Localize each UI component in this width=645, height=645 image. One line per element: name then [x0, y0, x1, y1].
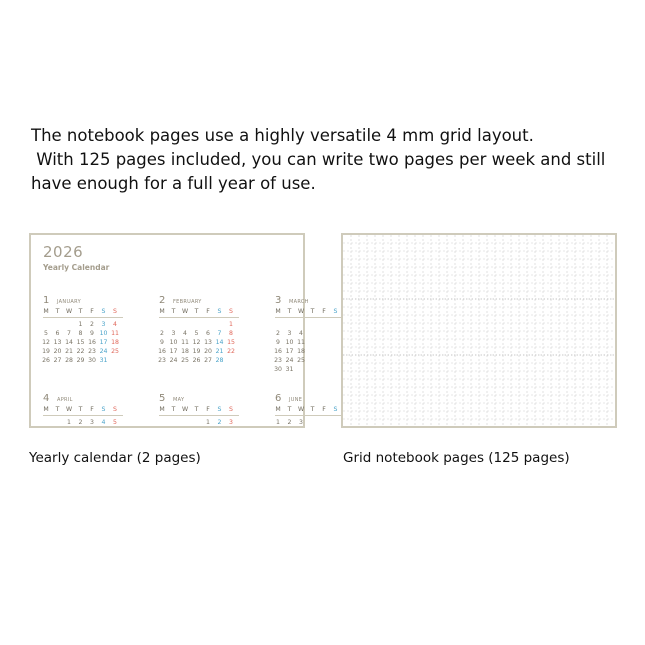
- calendar-day: 14: [65, 339, 73, 346]
- calendar-month: [43, 393, 153, 427]
- week-row: [159, 320, 269, 329]
- calendar-day: 13: [53, 339, 62, 346]
- calendar-day: 4: [101, 419, 106, 426]
- calendar-month: [43, 295, 153, 365]
- calendar-day: 27: [204, 357, 212, 364]
- calendar-day: 26: [42, 357, 50, 364]
- weekday-label: S: [333, 406, 338, 413]
- calendar-subtitle: Yearly Calendar: [43, 263, 110, 272]
- calendar-day: 21: [65, 348, 73, 355]
- month-name: FEBRUARY: [173, 299, 202, 305]
- calendar-day: 11: [111, 330, 119, 337]
- calendar-day: 4: [299, 330, 303, 337]
- weekday-label: T: [194, 308, 199, 315]
- weekday-label: T: [287, 406, 292, 413]
- week-row: [43, 356, 153, 365]
- month-header: [159, 295, 269, 307]
- calendar-day: 28: [215, 357, 224, 364]
- calendar-day: 15: [76, 339, 85, 346]
- grid-caption: Grid notebook pages (125 pages): [343, 450, 570, 466]
- weekday-label: W: [181, 406, 189, 413]
- weekday-label: T: [55, 406, 60, 413]
- calendar-day: 2: [78, 419, 83, 426]
- calendar-day: 5: [194, 330, 199, 337]
- calendar-day: 5: [44, 330, 48, 337]
- grid-pattern: [343, 235, 615, 426]
- calendar-day: 12: [192, 339, 201, 346]
- calendar-day: 24: [169, 357, 178, 364]
- calendar-day: 30: [274, 366, 282, 373]
- weekday-label: T: [194, 406, 199, 413]
- weekday-label: W: [297, 406, 305, 413]
- calendar-day: 2: [287, 419, 292, 426]
- week-row: [43, 418, 153, 427]
- month-number: 4: [43, 393, 50, 404]
- weekday-label: M: [275, 308, 281, 315]
- calendar-day: 11: [181, 339, 189, 346]
- weekday-label: S: [101, 308, 106, 315]
- weekday-label: M: [43, 406, 49, 413]
- intro-line-3: have enough for a full year of use.: [31, 174, 316, 193]
- calendar-day: 31: [99, 357, 108, 364]
- calendar-day: 3: [299, 419, 303, 426]
- calendar-year: 2026: [43, 243, 84, 261]
- calendar-day: 6: [206, 330, 210, 337]
- week-row: [159, 329, 269, 338]
- calendar-day: 17: [285, 348, 294, 355]
- weekday-label: T: [78, 406, 83, 413]
- weekday-label: T: [171, 308, 176, 315]
- weekday-label: S: [229, 406, 233, 413]
- calendar-day: 21: [215, 348, 224, 355]
- calendar-day: 18: [181, 348, 189, 355]
- month-number: 3: [275, 295, 282, 306]
- month-name: JANUARY: [57, 299, 81, 305]
- weekday-label: W: [65, 406, 73, 413]
- month-name: JUNE: [289, 397, 303, 403]
- calendar-day: 17: [169, 348, 178, 355]
- intro-text: [31, 124, 631, 196]
- calendar-day: 25: [111, 348, 119, 355]
- weekday-label: F: [322, 406, 326, 413]
- calendar-day: 16: [274, 348, 282, 355]
- calendar-day: 2: [90, 321, 94, 328]
- weekday-label: T: [287, 308, 292, 315]
- weekday-row: [159, 307, 269, 316]
- calendar-day: 2: [276, 330, 280, 337]
- calendar-day: 2: [217, 419, 222, 426]
- weekday-label: S: [217, 308, 222, 315]
- calendar-day: 7: [217, 330, 222, 337]
- calendar-day: 23: [274, 357, 282, 364]
- calendar-day: 1: [206, 419, 210, 426]
- week-row: [43, 329, 153, 338]
- week-row: [159, 356, 269, 365]
- calendar-day: 27: [53, 357, 62, 364]
- calendar-day: 1: [229, 321, 233, 328]
- calendar-day: 5: [113, 419, 117, 426]
- calendar-day: 9: [160, 339, 164, 346]
- weekday-label: T: [55, 308, 60, 315]
- weekday-label: S: [229, 308, 233, 315]
- calendar-day: 8: [229, 330, 233, 337]
- month-name: MARCH: [289, 299, 309, 305]
- calendar-month: [159, 393, 269, 427]
- calendar-day: 7: [67, 330, 71, 337]
- calendar-day: 30: [88, 357, 96, 364]
- weekday-label: M: [275, 406, 281, 413]
- week-row: [43, 347, 153, 356]
- calendar-day: 24: [99, 348, 108, 355]
- calendar-day: 3: [101, 321, 106, 328]
- month-number: 2: [159, 295, 166, 306]
- week-row: [43, 320, 153, 329]
- calendar-day: 29: [76, 357, 85, 364]
- weekday-label: F: [90, 406, 94, 413]
- calendar-day: 19: [42, 348, 50, 355]
- month-header: [43, 393, 153, 405]
- yearly-calendar-image: [29, 233, 338, 428]
- calendar-day: 1: [276, 419, 280, 426]
- month-header: [43, 295, 153, 307]
- weekday-row: [43, 405, 153, 414]
- weekday-divider: [159, 415, 239, 416]
- intro-line-1: The notebook pages use a highly versatile 4 mm grid layout.: [31, 126, 534, 145]
- calendar-day: 4: [113, 321, 117, 328]
- month-number: 1: [43, 295, 50, 306]
- weekday-divider: [43, 415, 123, 416]
- weekday-label: T: [310, 308, 315, 315]
- calendar-day: 1: [78, 321, 83, 328]
- weekday-label: W: [297, 308, 305, 315]
- month-name: APRIL: [57, 397, 73, 403]
- calendar-day: 19: [192, 348, 201, 355]
- calendar-day: 1: [67, 419, 71, 426]
- calendar-day: 16: [158, 348, 166, 355]
- calendar-day: 3: [287, 330, 292, 337]
- calendar-caption: Yearly calendar (2 pages): [29, 450, 201, 466]
- month-number: 6: [275, 393, 282, 404]
- weekday-label: W: [65, 308, 73, 315]
- grid-notebook-image: [341, 233, 617, 428]
- intro-line-2: With 125 pages included, you can write two pages per week and still: [31, 150, 606, 169]
- weekday-label: M: [159, 406, 165, 413]
- calendar-day: 20: [204, 348, 212, 355]
- month-header: [159, 393, 269, 405]
- calendar-day: 14: [215, 339, 224, 346]
- calendar-day: 3: [229, 419, 233, 426]
- weekday-divider: [43, 317, 123, 318]
- calendar-day: 23: [158, 357, 166, 364]
- calendar-day: 28: [65, 357, 73, 364]
- month-number: 5: [159, 393, 166, 404]
- calendar-day: 11: [297, 339, 305, 346]
- calendar-day: 9: [90, 330, 94, 337]
- calendar-day: 25: [181, 357, 189, 364]
- calendar-day: 31: [285, 366, 294, 373]
- calendar-month: [159, 295, 269, 365]
- weekday-label: S: [101, 406, 106, 413]
- weekday-label: M: [43, 308, 49, 315]
- calendar-day: 26: [192, 357, 201, 364]
- calendar-day: 10: [99, 330, 108, 337]
- weekday-label: S: [113, 406, 117, 413]
- calendar-day: 8: [78, 330, 83, 337]
- calendar-day: 17: [99, 339, 108, 346]
- weekday-label: W: [181, 308, 189, 315]
- calendar-day: 3: [171, 330, 176, 337]
- weekday-label: F: [206, 308, 210, 315]
- calendar-day: 23: [88, 348, 96, 355]
- calendar-day: 18: [111, 339, 119, 346]
- calendar-day: 13: [204, 339, 212, 346]
- calendar-day: 15: [227, 339, 235, 346]
- calendar-day: 4: [183, 330, 187, 337]
- calendar-day: 18: [297, 348, 305, 355]
- week-row: [43, 338, 153, 347]
- weekday-label: T: [78, 308, 83, 315]
- calendar-day: 2: [160, 330, 164, 337]
- month-name: MAY: [173, 397, 185, 403]
- week-row: [159, 418, 269, 427]
- weekday-label: S: [217, 406, 222, 413]
- calendar-day: 9: [276, 339, 280, 346]
- calendar-day: 3: [90, 419, 94, 426]
- weekday-label: S: [333, 308, 338, 315]
- weekday-label: F: [206, 406, 210, 413]
- weekday-label: F: [322, 308, 326, 315]
- calendar-day: 20: [53, 348, 62, 355]
- weekday-label: M: [159, 308, 165, 315]
- calendar-day: 22: [227, 348, 235, 355]
- week-row: [159, 338, 269, 347]
- calendar-day: 10: [169, 339, 178, 346]
- weekday-label: T: [310, 406, 315, 413]
- calendar-day: 22: [76, 348, 85, 355]
- weekday-label: F: [90, 308, 94, 315]
- calendar-day: 25: [297, 357, 305, 364]
- weekday-label: S: [113, 308, 117, 315]
- week-row: [159, 347, 269, 356]
- calendar-day: 12: [42, 339, 50, 346]
- weekday-row: [159, 405, 269, 414]
- calendar-day: 16: [88, 339, 96, 346]
- weekday-label: T: [171, 406, 176, 413]
- weekday-divider: [159, 317, 239, 318]
- calendar-day: 10: [285, 339, 294, 346]
- weekday-row: [43, 307, 153, 316]
- calendar-day: 6: [55, 330, 60, 337]
- calendar-day: 24: [285, 357, 294, 364]
